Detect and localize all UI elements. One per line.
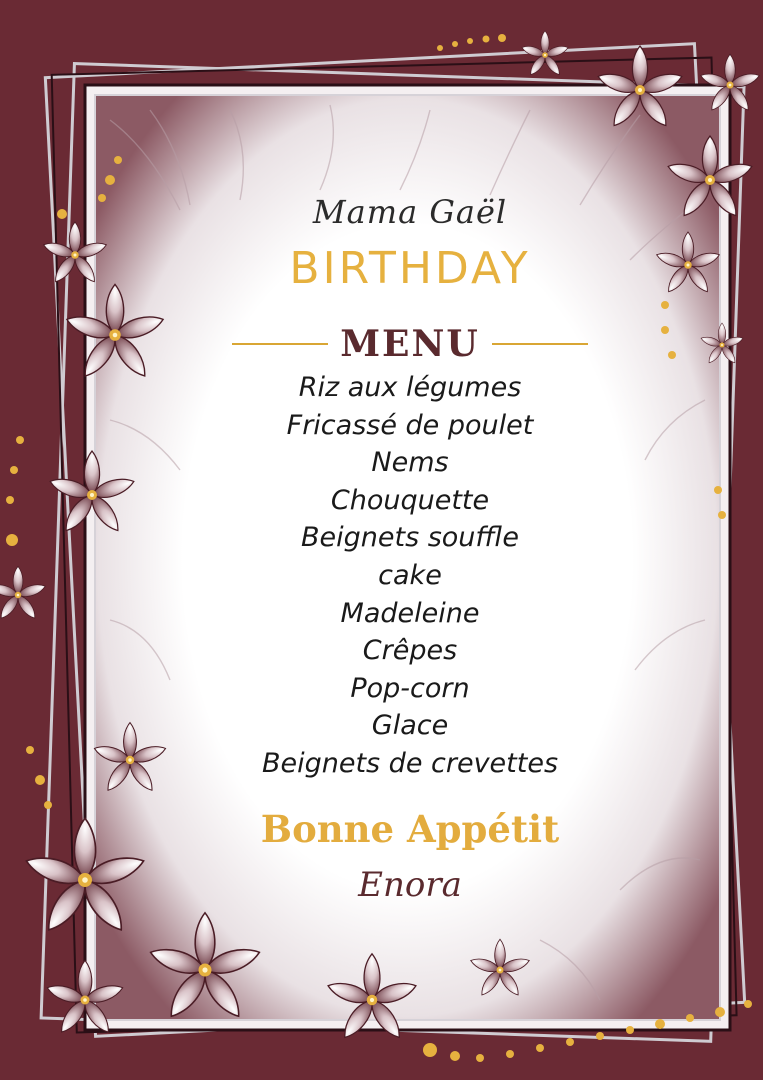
closing-message: Bonne Appétit — [260, 807, 560, 851]
heading-rule-left — [232, 343, 328, 345]
menu-item: Beignets de crevettes — [261, 747, 559, 779]
menu-item: Glace — [371, 710, 449, 742]
menu-heading-label: MENU — [340, 323, 480, 365]
menu-item: Beignets souffle — [300, 522, 520, 554]
menu-item: Riz aux légumes — [298, 372, 522, 403]
menu-item: Crêpes — [362, 635, 458, 667]
menu-item: Chouquette — [330, 484, 490, 516]
menu-item: Madeleine — [340, 597, 480, 629]
menu-item: cake — [378, 559, 442, 591]
event-title: BIRTHDAY — [289, 243, 531, 294]
menu-item: Fricassé de poulet — [286, 409, 534, 441]
menu-heading — [95, 323, 725, 365]
menu-list — [95, 369, 725, 783]
heading-rule-right — [492, 343, 588, 345]
host-name: Mama Gaël — [312, 193, 508, 231]
menu-item: Pop-corn — [350, 672, 470, 704]
menu-item: Nems — [371, 447, 449, 479]
signature: Enora — [358, 865, 462, 905]
menu-card — [95, 95, 725, 1020]
